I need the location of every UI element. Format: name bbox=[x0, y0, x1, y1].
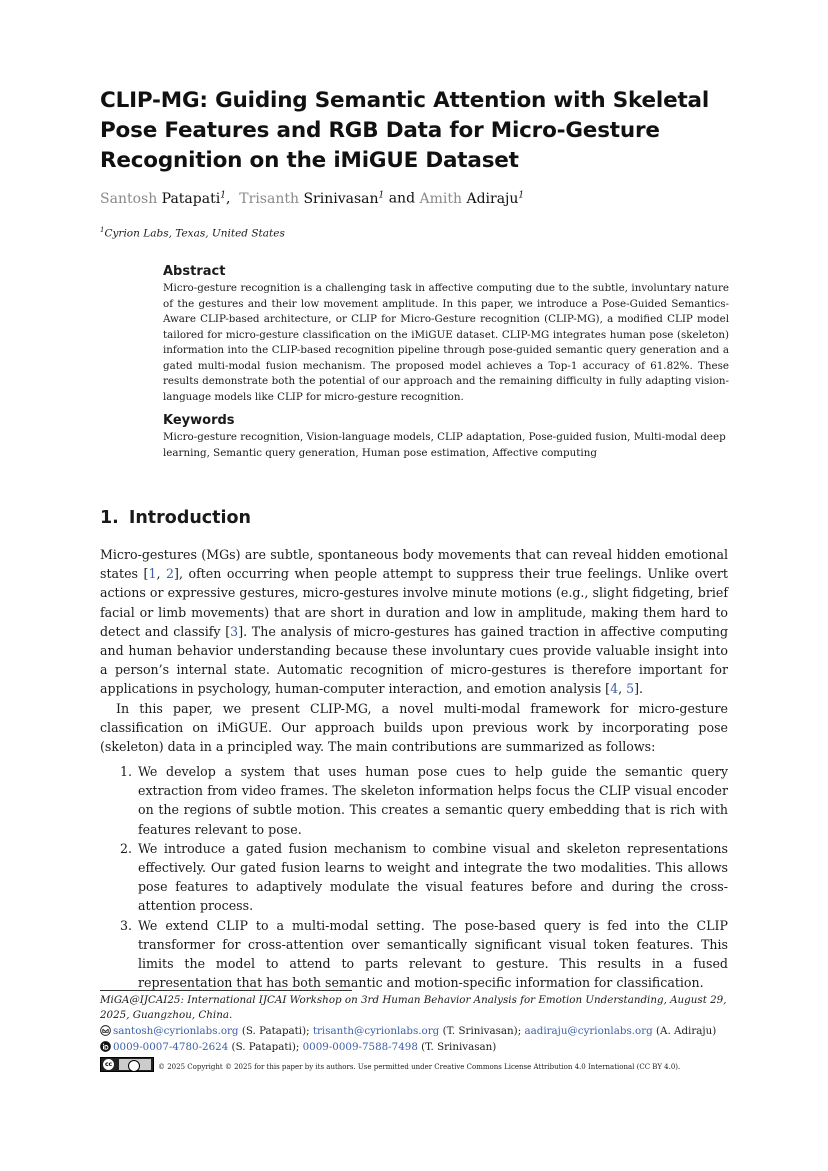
orcid-icon bbox=[100, 1041, 111, 1057]
venue-footnote: MiGA@IJCAI25: International IJCAI Workshop on 3rd Human Behavior Analysis for Emotion Understanding, August 29, 2025, Guangzhou, China. bbox=[100, 994, 727, 1022]
abstract-heading: Abstract bbox=[163, 264, 226, 279]
list-item: 3. We extend CLIP to a multi-modal setting. The pose-based query is fed into the CLIP transformer for cross-attention over semantically significant visual token features. This limits the model to attend to parts relevant to gesture. This results in a fused representation that has both semantic and motion-specific information for classification. bbox=[120, 917, 728, 991]
citation-link[interactable]: 1 bbox=[148, 566, 157, 582]
keywords-heading: Keywords bbox=[163, 413, 235, 428]
paragraph: In this paper, we present CLIP-MG, a novel multi-modal framework for micro-gesture classification on iMiGUE. Our approach builds upon previous work by incorporating pose (skeleton) data in a principled way. The main contributions are summarized as follows: bbox=[100, 700, 728, 755]
copyright-footnote: cc © 2025 Copyright © 2025 for this paper by its authors. Use permitted under Creative Commons License Attribution 4.0 International (CC BY 4.0). bbox=[100, 1057, 740, 1073]
citation-link[interactable]: 2 bbox=[166, 566, 175, 582]
author: Amith Adiraju$^1$ bbox=[419, 190, 525, 207]
email-link[interactable]: aadiraju@cyrionlabs.org bbox=[524, 1025, 653, 1037]
orcid-footnote: 0009-0007-4780-2624 (S. Patapati); 0009-0009-7588-7498 (T. Srinivasan) bbox=[100, 1040, 740, 1057]
affiliation: $^1$Cyrion Labs, Texas, United States bbox=[100, 226, 285, 240]
author: Santosh Patapati$^1$ bbox=[100, 190, 226, 207]
paper-title: CLIP-MG: Guiding Semantic Attention with Skeletal Pose Features and RGB Data for Micro-Gesture Recognition on the iMiGUE Dataset bbox=[100, 88, 710, 173]
list-item: 2. We introduce a gated fusion mechanism to combine visual and skeleton representations effectively. Our gated fusion learns to weight and integrate the two modalities. This allows pose features to adaptively modulate the visual features before and during the cross-attention process. bbox=[120, 840, 728, 914]
citation-link[interactable]: 5 bbox=[626, 681, 635, 697]
footnote-rule bbox=[100, 990, 352, 991]
email-link[interactable]: santosh@cyrionlabs.org bbox=[113, 1025, 239, 1037]
citation-link[interactable]: 4 bbox=[610, 681, 619, 697]
email-link[interactable]: trisanth@cyrionlabs.org bbox=[312, 1025, 440, 1037]
section-heading: 1. Introduction bbox=[100, 508, 252, 528]
cc-license-icon: cc bbox=[100, 1057, 154, 1072]
citation-link[interactable]: 3 bbox=[230, 623, 239, 639]
orcid-link[interactable]: 0009-0009-7588-7498 bbox=[302, 1041, 418, 1053]
email-footnote: santosh@cyrionlabs.org (S. Patapati); trisanth@cyrionlabs.org (T. Srinivasan); aadiraju@cyrionlabs.org (A. Adiraju) bbox=[100, 1024, 740, 1041]
email-icon bbox=[100, 1025, 111, 1041]
keywords-text: Micro-gesture recognition, Vision-language models, CLIP adaptation, Pose-guided fusion, Multi-modal deep learning, Semantic query generation, Human pose estimation, Affective computing bbox=[163, 431, 726, 459]
paragraph: Micro-gestures (MGs) are subtle, spontaneous body movements that can reveal hidden emotional states [1, 2], often occurring when people attempt to suppress their true feelings. Unlike overt actions or expressive gestures, micro-gestures involve minute motions (e.g., slight fidgeting, brief facial or limb movements) that are short in duration and low in amplitude, making them hard to detect and classify [3]. The analysis of micro-gestures has gained traction in affective computing and human behavior understanding because these involuntary cues provide valuable insight into a person’s internal state. Automatic recognition of micro-gestures is therefore important for applications in psychology, human-computer interaction, and emotion analysis [4, 5]. bbox=[100, 547, 729, 697]
orcid-link[interactable]: 0009-0007-4780-2624 bbox=[113, 1041, 229, 1053]
author: Trisanth Srinivasan$^1$ bbox=[239, 190, 385, 207]
abstract-text: Micro-gesture recognition is a challenging task in affective computing due to the subtle, involuntary nature of the gestures and their low movement amplitude. In this paper, we introduce a Pose-Guided Semantics-Aware CLIP-based architecture, or CLIP for Micro-Gesture recognition (CLIP-MG), a modified CLIP model tailored for micro-gesture classification on the iMiGUE dataset. CLIP-MG integrates human pose (skeleton) information into the CLIP-based recognition pipeline through pose-guided semantic query generation and a gated multi-modal fusion mechanism. The proposed model achieves a Top-1 accuracy of 61.82%. These results demonstrate both the potential of our approach and the remaining difficulty in fully adapting vision-language models like CLIP for micro-gesture recognition. bbox=[163, 282, 729, 403]
introduction-body bbox=[100, 545, 728, 756]
contribution-list bbox=[100, 762, 728, 992]
list-item: 1. We develop a system that uses human pose cues to help guide the semantic query extraction from video frames. The skeleton information helps focus the CLIP visual encoder on the regions of subtle motion. This creates a semantic query embedding that is rich with features relevant to pose. bbox=[120, 764, 728, 837]
author-list: Santosh Patapati$^1$, Trisanth Srinivasan$^1$ and Amith Adiraju$^1$ bbox=[100, 190, 525, 207]
